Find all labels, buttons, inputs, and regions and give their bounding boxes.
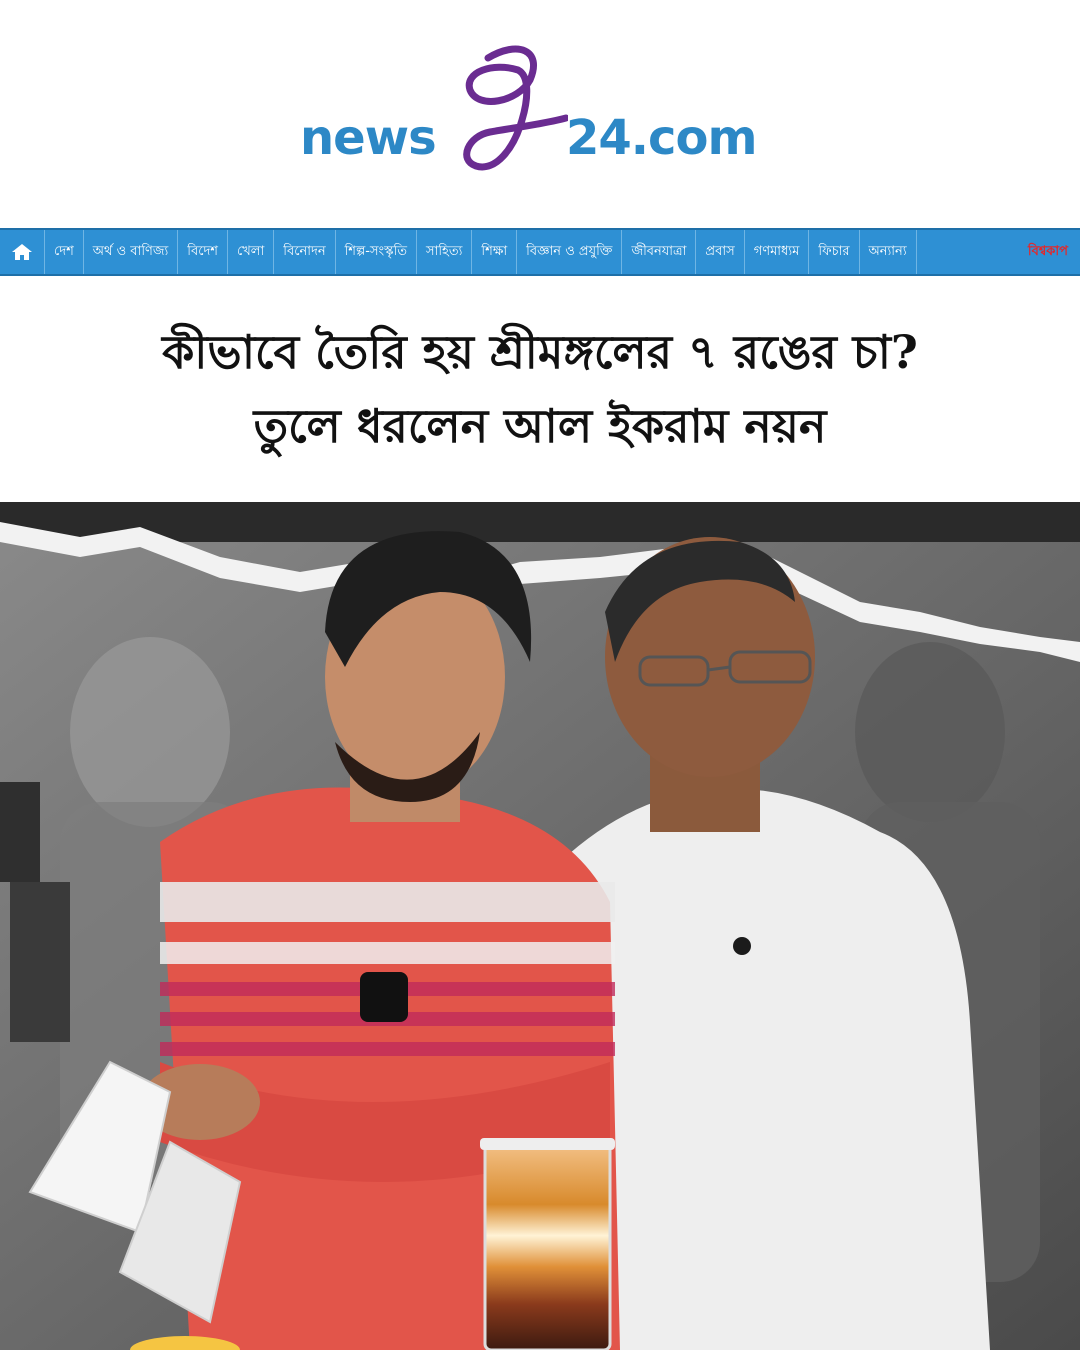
nav-item-sports[interactable]: খেলা	[228, 230, 274, 274]
article-headline	[0, 276, 1080, 502]
logo-text-right: 24.com	[566, 110, 757, 166]
headline-line-2: তুলে ধরলেন আল ইকরাম নয়ন	[253, 399, 827, 453]
nav-item-feature[interactable]: ফিচার	[809, 230, 859, 274]
nav-item-desh[interactable]: দেশ	[45, 230, 84, 274]
nav-item-international[interactable]: বিদেশ	[178, 230, 228, 274]
nav-item-literature[interactable]: সাহিত্য	[417, 230, 472, 274]
nav-item-business[interactable]: অর্থ ও বাণিজ্য	[84, 230, 179, 274]
main-navigation	[0, 228, 1080, 276]
logo-text-left: news	[300, 110, 436, 166]
nav-item-education[interactable]: শিক্ষা	[472, 230, 517, 274]
nav-home-button[interactable]	[0, 230, 45, 274]
headline-line-1: কীভাবে তৈরি হয় শ্রীমঙ্গলের ৭ রঙের চা?	[162, 325, 918, 379]
nav-item-entertainment[interactable]: বিনোদন	[274, 230, 335, 274]
site-logo[interactable]	[300, 40, 780, 190]
home-icon	[11, 243, 33, 261]
nav-item-world-cup[interactable]: বিশ্বকাপ	[1027, 243, 1068, 259]
logo-mark-icon	[448, 40, 568, 180]
nav-item-arts-culture[interactable]: শিল্প-সংস্কৃতি	[336, 230, 417, 274]
nav-item-science-tech[interactable]: বিজ্ঞান ও প্রযুক্তি	[517, 230, 622, 274]
photo-illustration	[0, 502, 1080, 1350]
site-header	[0, 0, 1080, 228]
nav-item-others[interactable]: অন্যান্য	[860, 230, 917, 274]
article-photo	[0, 502, 1080, 1350]
nav-item-media[interactable]: গণমাধ্যম	[745, 230, 810, 274]
nav-spacer	[917, 230, 1019, 274]
nav-item-lifestyle[interactable]: জীবনযাত্রা	[622, 230, 696, 274]
nav-item-probash[interactable]: প্রবাস	[696, 230, 744, 274]
